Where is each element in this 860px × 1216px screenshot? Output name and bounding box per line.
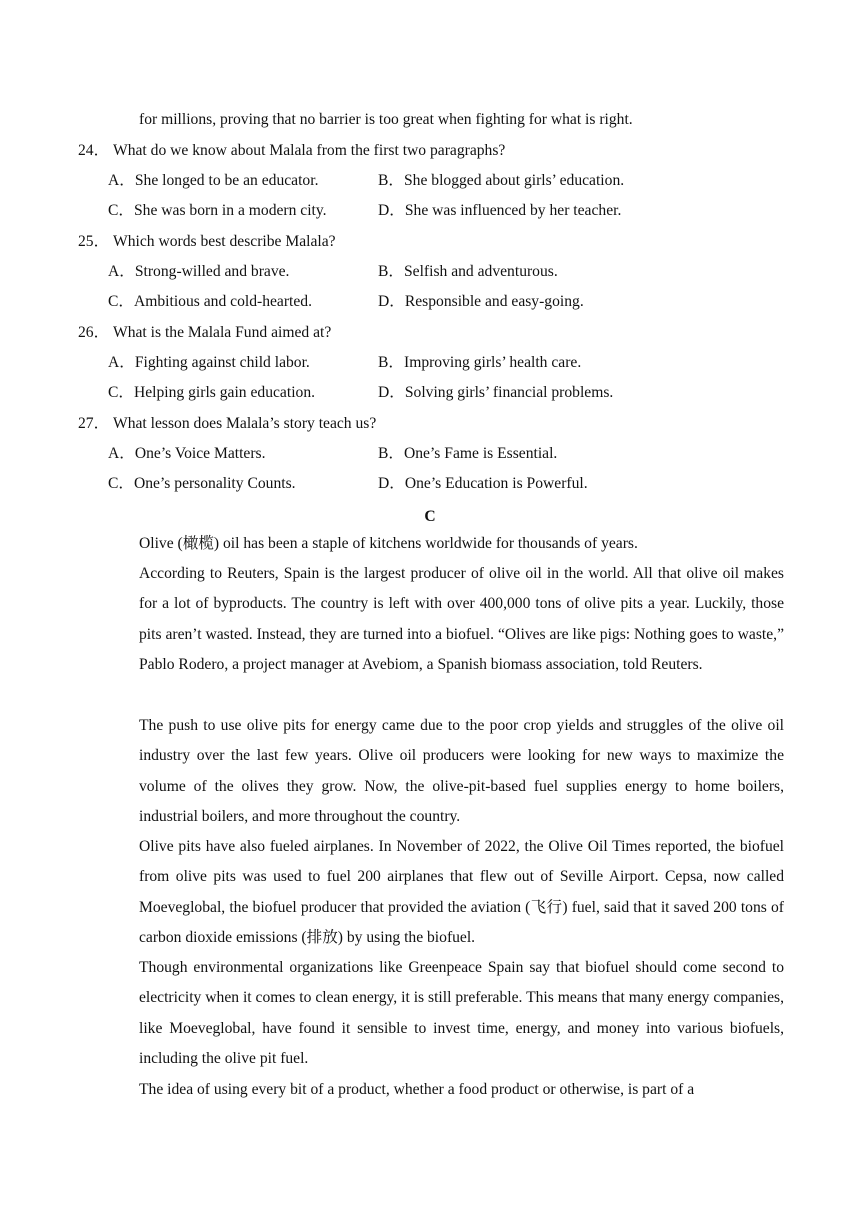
question-text: What do we know about Malala from the first two paragraphs? bbox=[113, 142, 506, 159]
option-d: D．She was influenced by her teacher. bbox=[378, 202, 622, 219]
option-b: B．She blogged about girls’ education. bbox=[378, 172, 625, 189]
paragraph-2: According to Reuters, Spain is the largest producer of olive oil in the world. All that olive oil makes for a lot of byproducts. The country is left with over 400,000 tons of olive pits a year. Luckily, those pits aren’t wasted. Instead, they are turned into a biofuel. “Olives are like pigs: Nothing goes to waste,” Pablo Rodero, a project manager at Avebiom, a Spanish biomass association, told Reuters. bbox=[139, 565, 784, 673]
paragraph-1: Olive (橄榄) oil has been a staple of kitchens worldwide for thousands of years. bbox=[139, 535, 638, 552]
paragraph-5: Though environmental organizations like Greenpeace Spain say that biofuel should come second to electricity when it comes to clean energy, it is still preferable. This means that many energy companies, like Moeveglobal, have found it sensible to invest time, energy, and money into various biofuels, including the olive pit fuel. bbox=[139, 959, 784, 1067]
option-d: D．Solving girls’ financial problems. bbox=[378, 384, 614, 401]
option-c: C．Helping girls gain education. bbox=[108, 384, 316, 401]
option-d: D．One’s Education is Powerful. bbox=[378, 475, 588, 492]
paragraph-4: Olive pits have also fueled airplanes. In November of 2022, the Olive Oil Times reported, the biofuel from olive pits was used to fuel 200 airplanes that flew out of Seville Airport. Cepsa, now called Moeveglobal, the biofuel producer that provided the aviation (飞行) fuel, said that it saved 200 tons of carbon dioxide emissions (排放) by using the biofuel. bbox=[139, 838, 784, 946]
section-heading: C bbox=[424, 508, 436, 525]
paragraph-3: The push to use olive pits for energy came due to the poor crop yields and struggles of the olive oil industry over the last few years. Olive oil producers were looking for new ways to maximize the volume of the olives they grow. Now, the olive-pit-based fuel supplies energy to home boilers, industrial boilers, and more throughout the country. bbox=[139, 717, 784, 825]
option-c: C．Ambitious and cold-hearted. bbox=[108, 293, 312, 310]
option-c: C．She was born in a modern city. bbox=[108, 202, 327, 219]
question-number: 27． bbox=[78, 415, 110, 432]
option-d: D．Responsible and easy-going. bbox=[378, 293, 584, 310]
option-b: B．Selfish and adventurous. bbox=[378, 263, 558, 280]
option-b: B．Improving girls’ health care. bbox=[378, 354, 582, 371]
paragraph-6: The idea of using every bit of a product, whether a food product or otherwise, is part of a bbox=[139, 1081, 695, 1098]
option-c: C．One’s personality Counts. bbox=[108, 475, 296, 492]
question-number: 26． bbox=[78, 324, 110, 341]
option-b: B．One’s Fame is Essential. bbox=[378, 445, 558, 462]
option-a: A．One’s Voice Matters. bbox=[108, 445, 266, 462]
question-number: 24． bbox=[78, 142, 110, 159]
option-a: A．Strong-willed and brave. bbox=[108, 263, 290, 280]
option-a: A．Fighting against child labor. bbox=[108, 354, 310, 371]
question-text: Which words best describe Malala? bbox=[113, 233, 336, 250]
continued-line: for millions, proving that no barrier is too great when fighting for what is right. bbox=[139, 111, 633, 128]
option-a: A．She longed to be an educator. bbox=[108, 172, 319, 189]
question-text: What lesson does Malala’s story teach us? bbox=[113, 415, 377, 432]
question-text: What is the Malala Fund aimed at? bbox=[113, 324, 332, 341]
question-number: 25． bbox=[78, 233, 110, 250]
